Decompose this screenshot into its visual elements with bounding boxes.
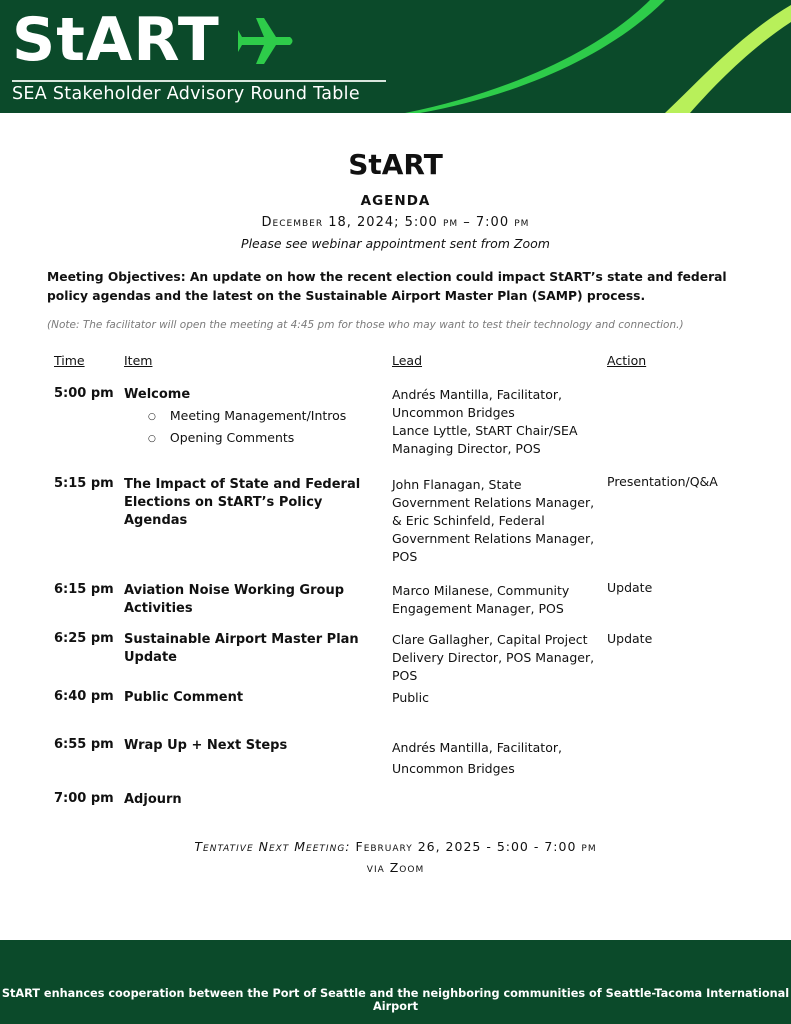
row-item-title: Aviation Noise Working Group Activities [124,583,345,616]
webinar-note: Please see webinar appointment sent from Zoom [241,236,550,251]
next-meeting-date: February 26, 2025 - 5:00 - 7:00 pm [355,839,597,854]
lead-entry: Lance Lyttle, StART Chair/SEA Managing Director, POS [392,423,578,456]
row-action: Presentation/Q&A [607,474,718,489]
row-lead [392,631,602,685]
lead-entry: Andrés Mantilla, Facilitator, Uncommon Bridges [392,740,562,776]
row-time: 6:55 pm [54,737,114,752]
row-lead [392,582,602,618]
row-item-title: Wrap Up + Next Steps [124,738,288,753]
lead-entry: Marco Milanese, Community Engagement Manager, POS [392,583,570,616]
row-lead [392,476,602,566]
row-lead [392,386,602,458]
meeting-date: December 18, 2024; 5:00 pm – 7:00 pm [261,215,530,230]
row-time: 5:00 pm [54,386,114,401]
row-lead [392,737,602,779]
column-header-time: Time [54,353,85,368]
row-lead [392,689,602,707]
agenda-heading: AGENDA [360,193,431,209]
row-time: 6:15 pm [54,582,114,597]
airplane-icon [238,16,296,66]
lead-entry: Public [392,690,429,705]
subitem-list [148,406,374,450]
row-item-title: The Impact of State and Federal Elections on StART’s Policy Agendas [124,477,361,528]
footer-text: StART enhances cooperation between the Port of Seattle and the neighboring communities of Seattle-Tacoma International Airport [1,987,790,1013]
row-time: 6:25 pm [54,631,114,646]
row-time: 6:40 pm [54,689,114,704]
meeting-objectives: Meeting Objectives: An update on how the recent election could impact StART’s state and federal policy agendas and the latest on the Sustainable Airport Master Plan (SAMP) process. [47,270,727,303]
column-header-item: Item [124,353,153,368]
lead-entry: Clare Gallagher, Capital Project Delivery Director, POS Manager, POS [392,632,595,683]
row-time: 7:00 pm [54,791,114,806]
row-action: Update [607,631,653,646]
logo-divider [12,80,386,82]
row-item [124,386,374,450]
next-meeting [0,836,791,878]
header-banner [0,0,791,113]
logo-subtitle: SEA Stakeholder Advisory Round Table [12,84,360,104]
next-meeting-via: via Zoom [366,860,425,875]
document-title: StART [348,148,443,181]
subitem: ○ Meeting Management/Intros [148,406,374,428]
row-action: Update [607,580,653,595]
row-item-title: Public Comment [124,690,244,705]
lead-entry: Andrés Mantilla, Facilitator, Uncommon Bridges [392,387,562,420]
row-item-title: Sustainable Airport Master Plan Update [124,632,359,665]
next-meeting-label: Tentative Next Meeting: [194,839,351,854]
facilitator-note: (Note: The facilitator will open the meeting at 4:45 pm for those who may want to test their technology and connection.) [47,319,684,331]
footer-banner [0,940,791,1024]
column-header-action: Action [607,353,647,368]
subitem: ○ Opening Comments [148,428,374,450]
lead-entry: John Flanagan, State Government Relations Manager, & Eric Schinfeld, Federal Government Relations Manager, POS [392,477,595,564]
row-item-title: Welcome [124,387,191,402]
logo-text: StART [12,5,220,75]
column-header-lead: Lead [392,353,423,368]
row-item-title: Adjourn [124,792,182,807]
row-time: 5:15 pm [54,476,114,491]
